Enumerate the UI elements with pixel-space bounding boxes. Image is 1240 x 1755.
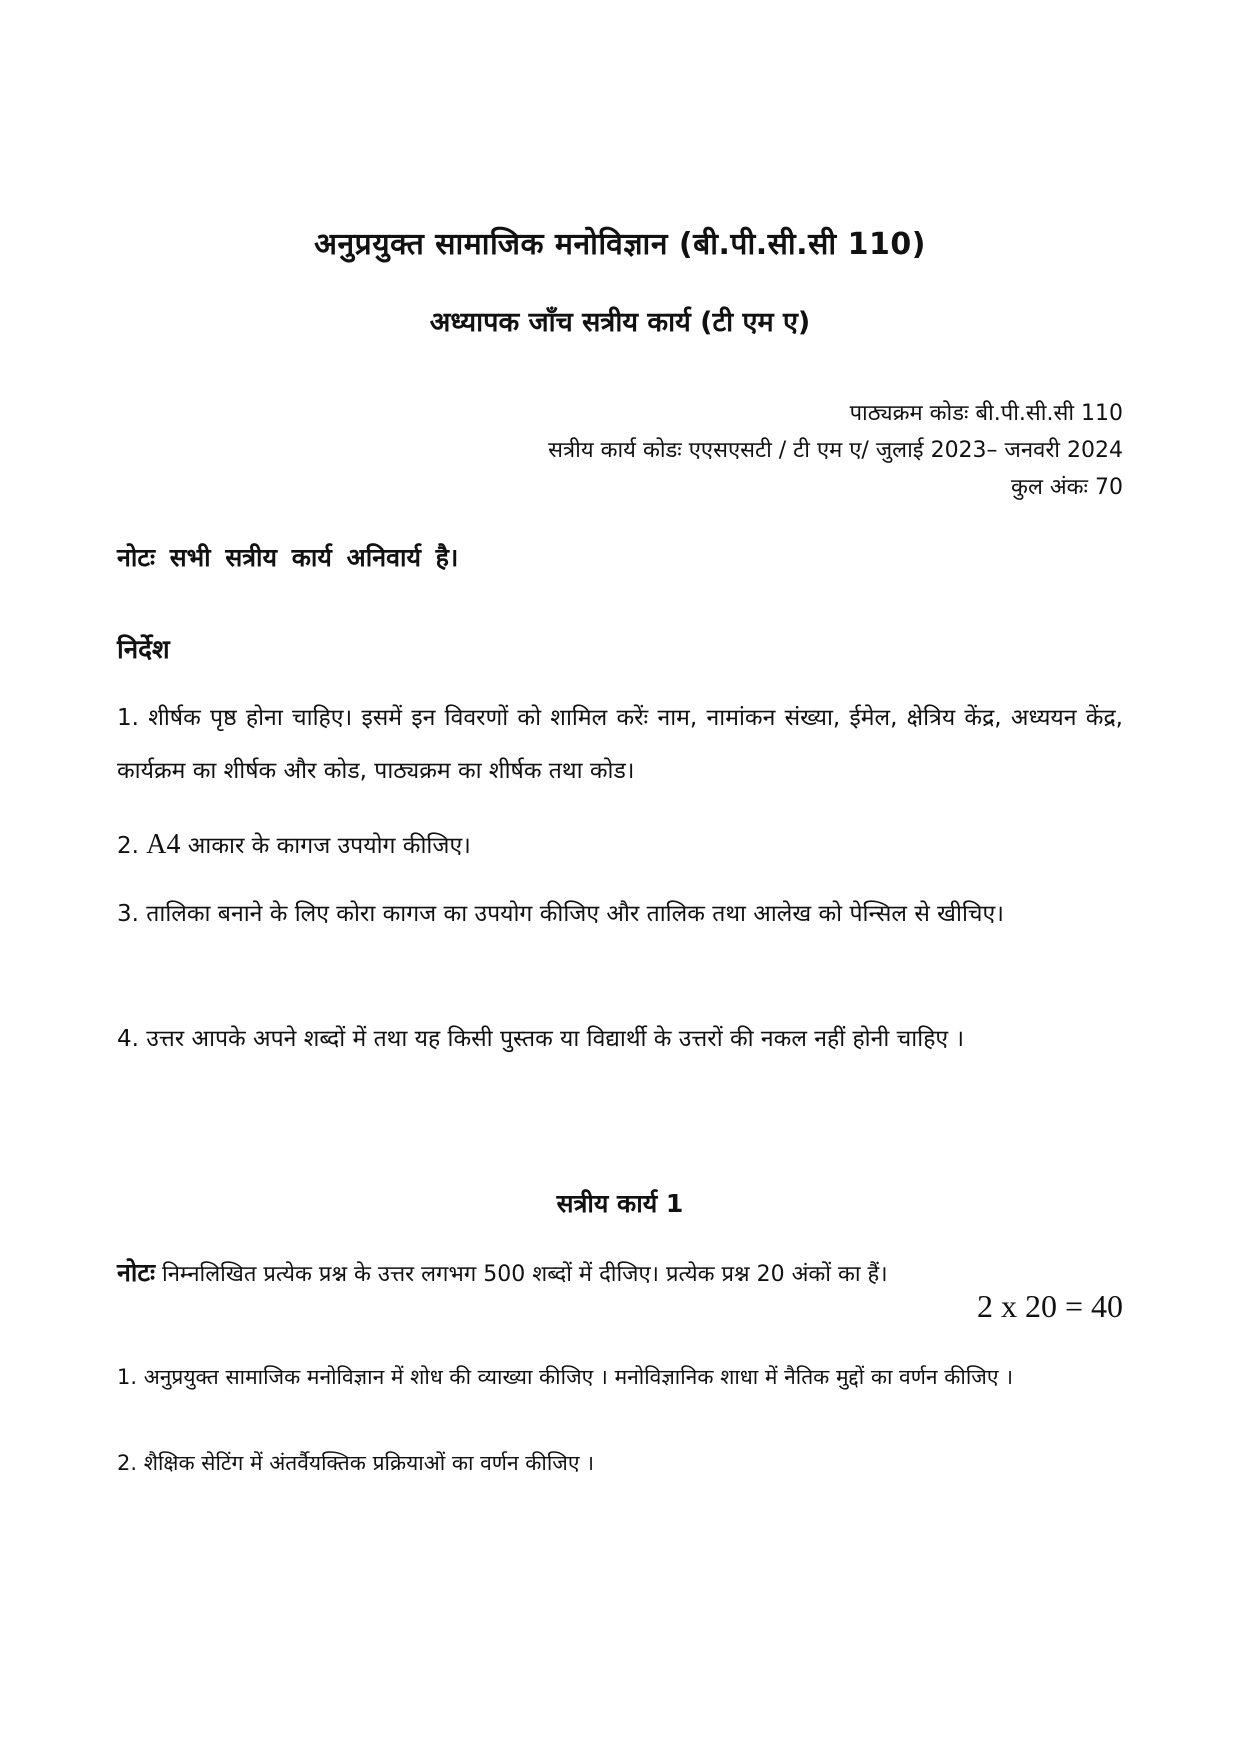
assignment-1-note-text: निम्नलिखित प्रत्येक प्रश्न के उत्तर लगभग 500 शब्दों में दीजिए। प्रत्येक प्रश्न 20 अंकों का हैं। <box>155 1262 888 1287</box>
assignment-1-note <box>117 1255 1123 1289</box>
assignment-1-marks: 2 x 20 = 40 <box>976 1288 1123 1324</box>
direction-item-2-prefix: 2. <box>117 833 147 859</box>
direction-item-2-suffix: आकार के कागज उपयोग कीजिए। <box>180 833 471 859</box>
direction-item-2-paper-size: A4 <box>146 829 181 860</box>
assignment-1-heading: सत्रीय कार्य 1 <box>556 1189 684 1218</box>
direction-item-3: 3. तालिका बनाने के लिए कोरा कागज का उपयोग कीजिए और तालिक तथा आलेख को पेन्सिल से खीचिए। <box>117 901 1004 927</box>
document-title: अनुप्रयुक्त सामाजिक मनोविज्ञान (बी.पी.सी.सी 110) <box>314 227 926 262</box>
directions-heading: निर्देश <box>117 635 170 665</box>
assignment-1-note-label: नोटः <box>117 1258 156 1287</box>
direction-item-4: 4. उत्तर आपके अपने शब्दों में तथा यह किसी पुस्तक या विद्यार्थी के उत्तरों की नकल नहीं होनी चाहिए । <box>117 1026 965 1052</box>
total-marks: कुल अंकः 70 <box>1011 475 1123 500</box>
question-1: 1. अनुप्रयुक्त सामाजिक मनोविज्ञान में शोध की व्याख्या कीजिए । मनोविज्ञानिक शाधा में नैतिक मुद्दों का वर्णन कीजिए । <box>117 1365 1014 1389</box>
question-2: 2. शैक्षिक सेटिंग में अंतर्वैयक्तिक प्रक्रियाओं का वर्णन कीजिए । <box>117 1451 595 1475</box>
direction-item-2 <box>117 818 1123 873</box>
course-code: पाठ्यक्रम कोडः बी.पी.सी.सी 110 <box>849 401 1123 426</box>
document-subtitle: अध्यापक जाँच सत्रीय कार्य (टी एम ए) <box>429 307 811 338</box>
mandatory-note: नोटः सभी सत्रीय कार्य अनिवार्य है। <box>117 543 459 572</box>
course-meta-block <box>548 395 1123 506</box>
assignment-code: सत्रीय कार्य कोडः एएसएसटी / टी एम ए/ जुलाई 2023– जनवरी 2024 <box>548 438 1123 463</box>
direction-item-1: 1. शीर्षक पृष्ठ होना चाहिए। इसमें इन विवरणों को शामिल करेंः नाम, नामांकन संख्या, ईमेल, क्षेत्रिय केंद्र, अध्ययन केंद्र, कार्यक्रम का शीर्षक और कोड, पाठ्यक्रम का शीर्षक तथा कोड। <box>117 705 1123 784</box>
